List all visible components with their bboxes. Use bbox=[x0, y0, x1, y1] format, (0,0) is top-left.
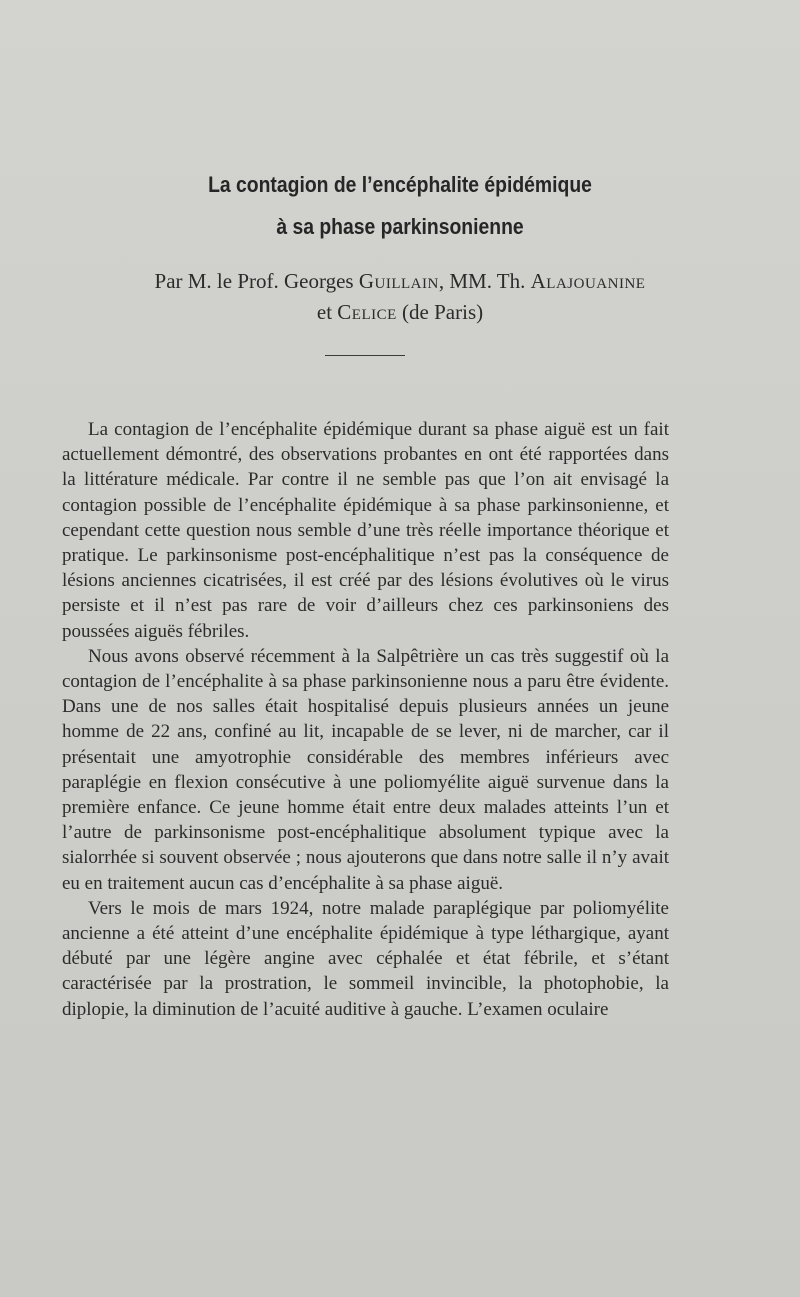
author-celice: Celice bbox=[337, 300, 397, 324]
paragraph-1: La contagion de l’encéphalite épidémique durant sa phase aiguë est un fait actuellement démontré, des observations probantes en ont été rapportées dans la littérature médicale. Par contre il ne semble pas que l’on ait envisagé la contagion possible de l’encéphalite épidémique à sa phase parkinsonienne, et cependant cette question nous semble d’une très réelle importance théorique et pratique. Le parkinsonisme post-encéphalitique n’est pas la conséquence de lésions anciennes cicatrisées, il est créé par des lésions évolutives où le virus persiste et il n’est pas rare de voir d’ailleurs chez ces parkinsoniens des poussées aiguës fébriles. bbox=[62, 419, 669, 642]
byline-prefix-2: et bbox=[316, 300, 338, 324]
article-body bbox=[62, 417, 669, 1022]
article-title-line-2: à sa phase parkinsonienne bbox=[276, 214, 524, 239]
byline-middle: , MM. Th. bbox=[438, 269, 531, 293]
byline-line-2 bbox=[0, 300, 800, 325]
title-divider bbox=[325, 355, 405, 356]
article-title-line-1: La contagion de l’encéphalite épidémique bbox=[208, 172, 592, 197]
byline-prefix: Par M. le Prof. Georges bbox=[154, 269, 359, 293]
author-guillain: Guillain bbox=[358, 269, 439, 293]
byline-line-1 bbox=[0, 269, 800, 294]
author-alajouanine: Alajouanine bbox=[530, 269, 646, 293]
paragraph-3: Vers le mois de mars 1924, notre malade paraplégique par poliomyélite ancienne a été atteint d’une encéphalite épidémique à type léthargique, ayant débuté par une légère angine avec céphalée et état fébrile, et s’étant caractérisée par la prostration, le sommeil invincible, la photophobie, la diplopie, la diminution de l’acuité auditive à gauche. L’examen oculaire bbox=[62, 897, 669, 1020]
byline-affiliation: (de Paris) bbox=[396, 300, 484, 324]
paragraph-2: Nous avons observé récemment à la Salpêtrière un cas très suggestif où la contagion de l’encéphalite à sa phase parkinsonienne nous a paru être évidente. Dans une de nos salles était hospitalisé depuis plusieurs années un jeune homme de 22 ans, confiné au lit, incapable de se lever, ni de marcher, car il présentait une amyotrophie considérable des membres inférieurs avec paraplégie en flexion consécutive à une poliomyélite aiguë survenue dans la première enfance. Ce jeune homme était entre deux malades atteints l’un et l’autre de parkinsonisme post-encéphalitique absolument typique avec la sialorrhée si souvent observée ; nous ajouterons que dans notre salle il n’y avait eu en traitement aucun cas d’encéphalite à sa phase aiguë. bbox=[62, 645, 669, 894]
